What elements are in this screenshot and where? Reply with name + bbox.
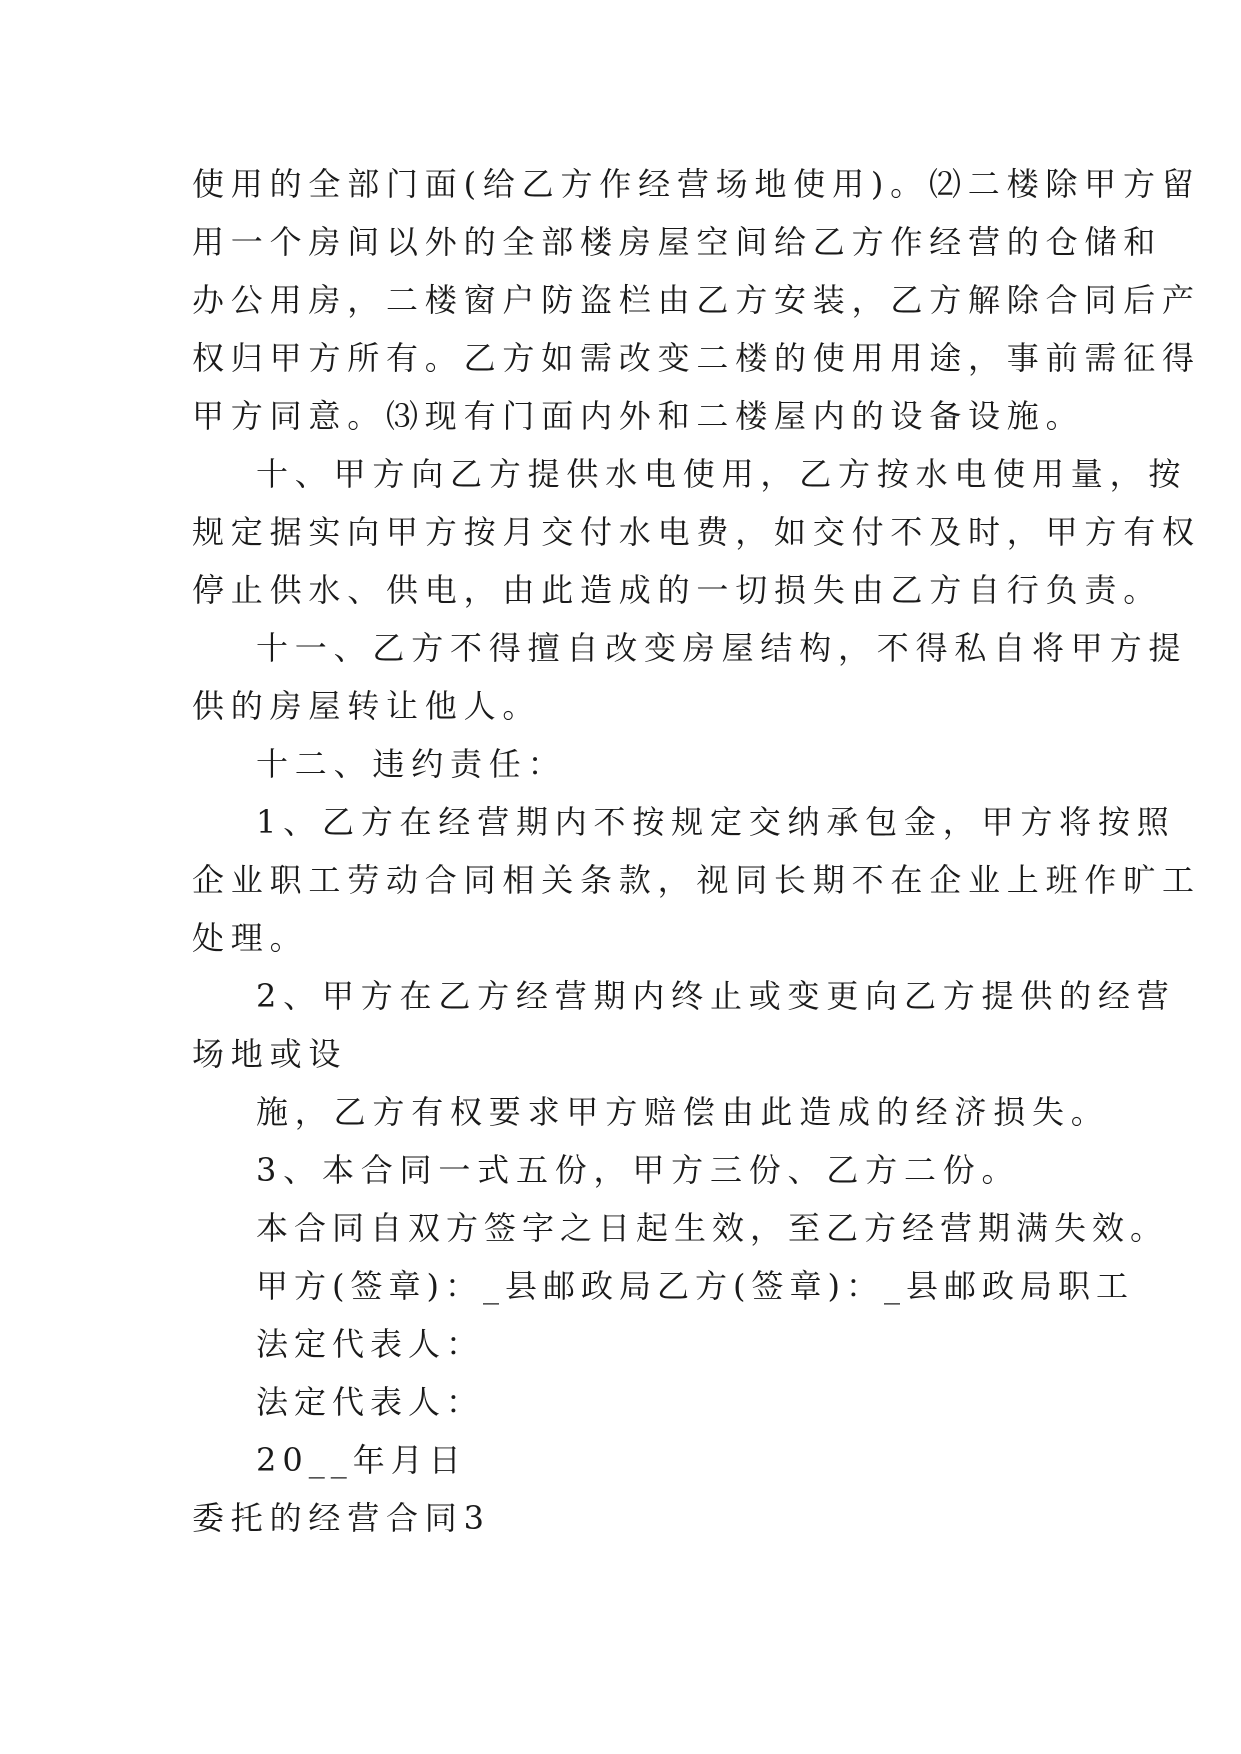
- clause-twelve-heading: 十二、违约责任：: [256, 745, 567, 783]
- paragraph-line: 使用的全部门面(给乙方作经营场地使用)。⑵二楼除甲方留: [192, 165, 1201, 203]
- item-one-line: 1、乙方在经营期内不按规定交纳承包金，甲方将按照: [256, 803, 1176, 841]
- legal-representative-line: 法定代表人：: [256, 1325, 485, 1363]
- paragraph-line: 用一个房间以外的全部楼房屋空间给乙方作经营的仓储和: [192, 223, 1163, 261]
- clause-eleven-line: 十一、乙方不得擅自改变房屋结构，不得私自将甲方提: [256, 629, 1188, 667]
- paragraph-line: 供的房屋转让他人。: [192, 687, 542, 725]
- paragraph-line: 企业职工劳动合同相关条款，视同长期不在企业上班作旷工: [192, 861, 1201, 899]
- legal-representative-line: 法定代表人：: [256, 1383, 485, 1421]
- paragraph-line: 规定据实向甲方按月交付水电费，如交付不及时，甲方有权: [192, 513, 1201, 551]
- paragraph-line: 办公用房，二楼窗户防盗栏由乙方安装，乙方解除合同后产: [192, 281, 1201, 319]
- signature-line: 甲方(签章)：_县邮政局乙方(签章)：_县邮政局职工: [256, 1267, 1134, 1305]
- paragraph-line: 施，乙方有权要求甲方赔偿由此造成的经济损失。: [256, 1093, 1110, 1131]
- section-title: 委托的经营合同3: [192, 1499, 491, 1537]
- clause-ten-line: 十、甲方向乙方提供水电使用，乙方按水电使用量，按: [256, 455, 1188, 493]
- effective-clause-line: 本合同自双方签字之日起生效，至乙方经营期满失效。: [256, 1209, 1169, 1247]
- paragraph-line: 场地或设: [192, 1035, 348, 1073]
- paragraph-line: 甲方同意。⑶现有门面内外和二楼屋内的设备设施。: [192, 397, 1085, 435]
- item-three-line: 3、本合同一式五份，甲方三份、乙方二份。: [256, 1151, 1021, 1189]
- date-line: 20__年月日: [256, 1441, 467, 1479]
- item-two-line: 2、甲方在乙方经营期内终止或变更向乙方提供的经营: [256, 977, 1176, 1015]
- paragraph-line: 停止供水、供电，由此造成的一切损失由乙方自行负责。: [192, 571, 1163, 609]
- paragraph-line: 处理。: [192, 919, 309, 957]
- paragraph-line: 权归甲方所有。乙方如需改变二楼的使用用途，事前需征得: [192, 339, 1201, 377]
